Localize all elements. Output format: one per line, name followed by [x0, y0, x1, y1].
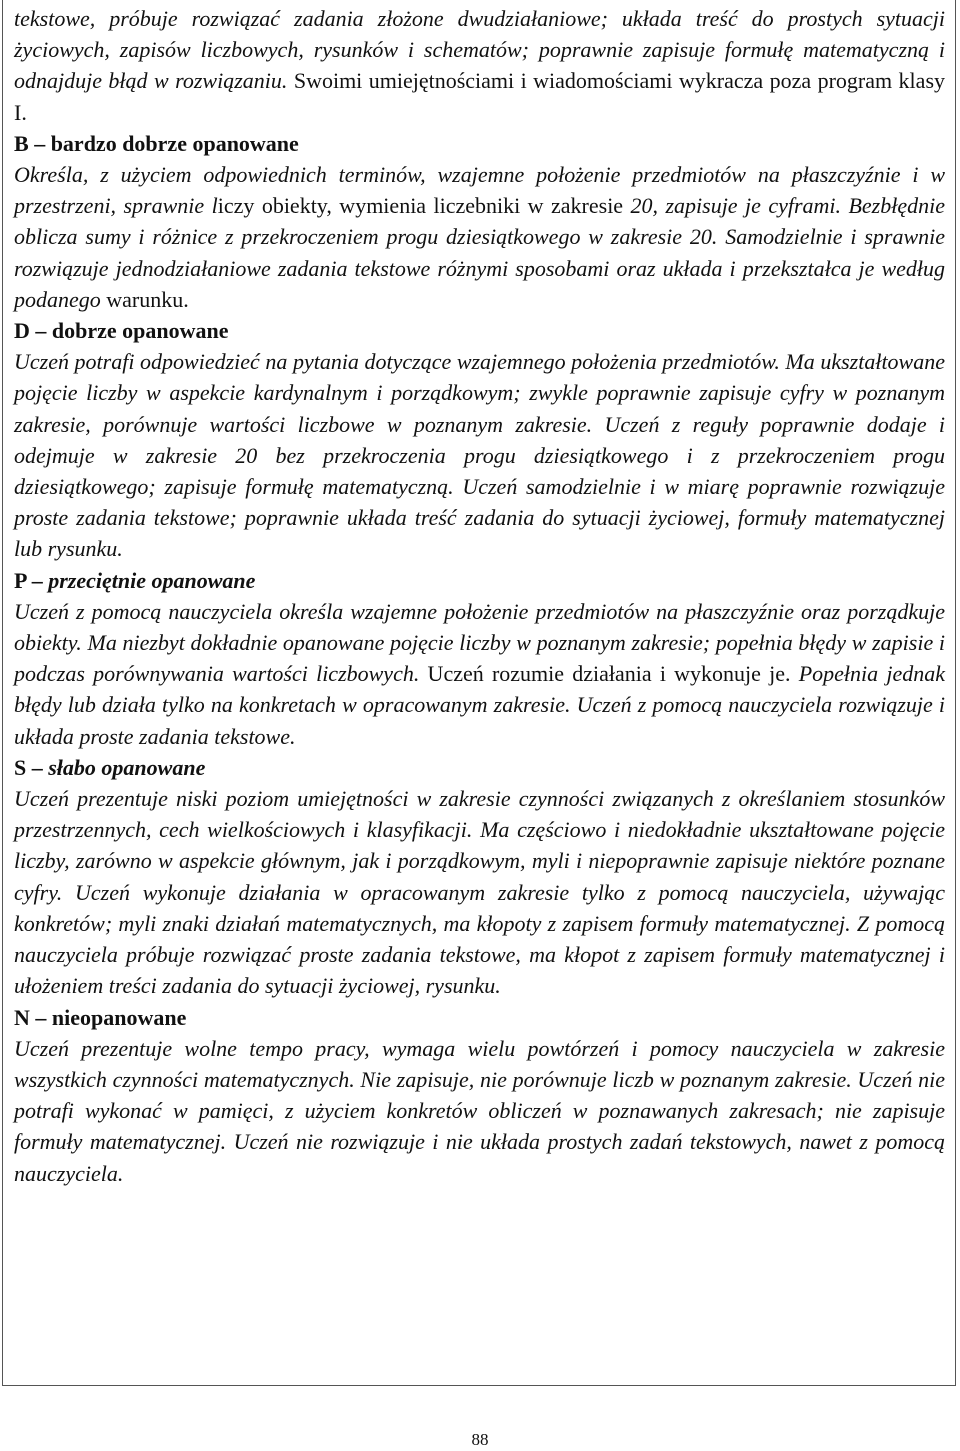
grade-s-letter: S: [14, 754, 27, 780]
grade-b-heading: B – bardzo dobrze opanowane: [14, 130, 299, 156]
grade-n-letter: N: [14, 1004, 30, 1030]
grade-s-label: słabo opanowane: [48, 754, 206, 780]
grade-s-text-1: Uczeń prezentuje niski poziom umiejętności w zakresie czynności związanych z określaniem stosunków przestrzennych, cech wielkościowych i klasyfikacji.: [14, 786, 945, 843]
grade-n-paragraph: [14, 1033, 945, 1189]
grade-p-text-3: Uczeń rozumie działania i wykonuje je.: [419, 661, 791, 687]
grade-d-text-2: Ma ukształtowane pojęcie liczby w aspekcie kardynalnym i porządkowym; zwykle poprawnie zapisuje cyfry w poznanym zakresie, porównuje wartości liczbowe w poznanym zakresie.: [14, 349, 945, 437]
grade-s-text-2: Ma częściowo i niedokładnie ukształtowane pojęcie liczby, zarówno w aspekcie głównym, jak i porządkowym, myli i niepoprawnie zapisuje niektóre poznane cyfry.: [14, 817, 945, 905]
grade-n-heading: N – nieopanowane: [14, 1004, 187, 1030]
grade-b-text-4: Bezbłędnie oblicza sumy i różnice z przekroczeniem progu dziesiątkowego w zakresie 20.: [14, 193, 945, 250]
grade-b-text-6: warunku.: [100, 286, 189, 312]
grade-s-paragraph: [14, 783, 945, 1001]
grade-p-paragraph: [14, 596, 945, 752]
grade-b-text-2: iczy obiekty, wymienia liczebniki w zakresie: [217, 193, 624, 219]
grade-b-text-1: Określa, z użyciem odpowiednich terminów, wzajemne położenie przedmiotów na płaszczyźnie i w przestrzeni, sprawnie l: [14, 162, 945, 219]
intro-paragraph: [14, 3, 945, 128]
grade-d-text-1: Uczeń potrafi odpowiedzieć na pytania dotyczące wzajemnego położenia przedmiotów.: [14, 349, 780, 375]
grade-n-text-4: Uczeń nie rozwiązuje i nie układa prostych zadań tekstowych, nawet z pomocą nauczyciela.: [14, 1129, 946, 1186]
grade-d-label: dobrze opanowane: [51, 318, 229, 344]
grade-p-text-5: Uczeń z pomocą nauczyciela rozwiązuje i układa proste zadania tekstowe.: [14, 692, 946, 749]
grade-d-paragraph: [14, 346, 945, 564]
grade-s-text-3: Uczeń wykonuje działania w opracowanym zakresie tylko z pomocą nauczyciela, używając konkretów; myli znaki działań matematycznych, ma kłopoty z zapisem formuły matematycznej.: [14, 879, 945, 936]
grade-n-text-2: Nie zapisuje, nie porównuje liczb w poznanym zakresie.: [354, 1066, 852, 1092]
grade-p-text-4: Popełnia jednak błędy lub działa tylko na konkretach w opracowanym zakresie.: [14, 661, 945, 718]
grade-s-heading: S – słabo opanowane: [14, 754, 206, 780]
grade-p-text-1: Uczeń z pomocą nauczyciela określa wzajemne położenie przedmiotów na płaszczyźnie oraz porządkuje obiekty.: [14, 598, 945, 656]
grade-n-text-3: Uczeń nie potrafi wykonać w pamięci, z użyciem konkretów obliczeń w poznawanych zakresach; nie zapisuje formuły matematycznej.: [14, 1066, 945, 1155]
grade-d-text-4: Uczeń samodzielnie i w miarę poprawnie rozwiązuje proste zadania tekstowe; poprawnie układa treść zadania do sytuacji życiowej, formuły matematycznej lub rysunku.: [14, 474, 945, 562]
grade-b-letter: B: [14, 130, 29, 156]
grade-n-text-1: Uczeń prezentuje wolne tempo pracy, wymaga wielu powtórzeń i pomocy nauczyciela w zakresie wszystkich czynności matematycznych.: [14, 1035, 945, 1092]
intro-upright-text: Swoimi umiejętnościami i wiadomościami wykracza poza program klasy I.: [14, 68, 946, 125]
grade-p-label: przeciętnie opanowane: [48, 567, 256, 593]
grade-p-heading: P – przeciętnie opanowane: [14, 567, 256, 593]
grade-d-heading: D – dobrze opanowane: [14, 318, 229, 344]
intro-italic-text: tekstowe, próbuje rozwiązać zadania złożone dwudziałaniowe; układa treść do prostych sytuacji życiowych, zapisów liczbowych, rysunków i schematów; poprawnie zapisuje formułę matematyczną i odnajduje błąd w rozwiązaniu.: [14, 6, 945, 94]
grade-b-text-3: 20, zapisuje je cyframi.: [623, 193, 842, 219]
grade-d-letter: D: [14, 318, 30, 344]
grade-d-text-3: Uczeń z reguły poprawnie dodaje i odejmuje w zakresie 20 bez przekroczenia progu dziesiątkowego i z przekroczeniem progu dziesiątkowego; zapisuje formułę matematyczną.: [14, 411, 946, 500]
grade-n-label: nieopanowane: [51, 1004, 187, 1030]
grade-s-text-4: Z pomocą nauczyciela próbuje rozwiązać proste zadania tekstowe, ma kłopot z zapisem formuły matematycznej i ułożeniem treści zadania do sytuacji życiowej, rysunku.: [14, 910, 945, 999]
grade-b-paragraph: [14, 159, 945, 315]
grade-b-text-5: Samodzielnie i sprawnie rozwiązuje jednodziałaniowe zadania tekstowe różnymi sposobami oraz układa i przekształca je według podanego: [14, 224, 946, 312]
grade-p-text-2: Ma niezbyt dokładnie opanowane pojęcie liczby w poznanym zakresie; popełnia błędy w zapisie i podczas porównywania wartości liczbowych.: [14, 630, 945, 687]
grade-b-label: bardzo dobrze opanowane: [50, 130, 299, 156]
grade-p-letter: P: [14, 567, 27, 593]
document-text-frame: [2, 0, 956, 1386]
page-number: 88: [471, 1430, 489, 1449]
